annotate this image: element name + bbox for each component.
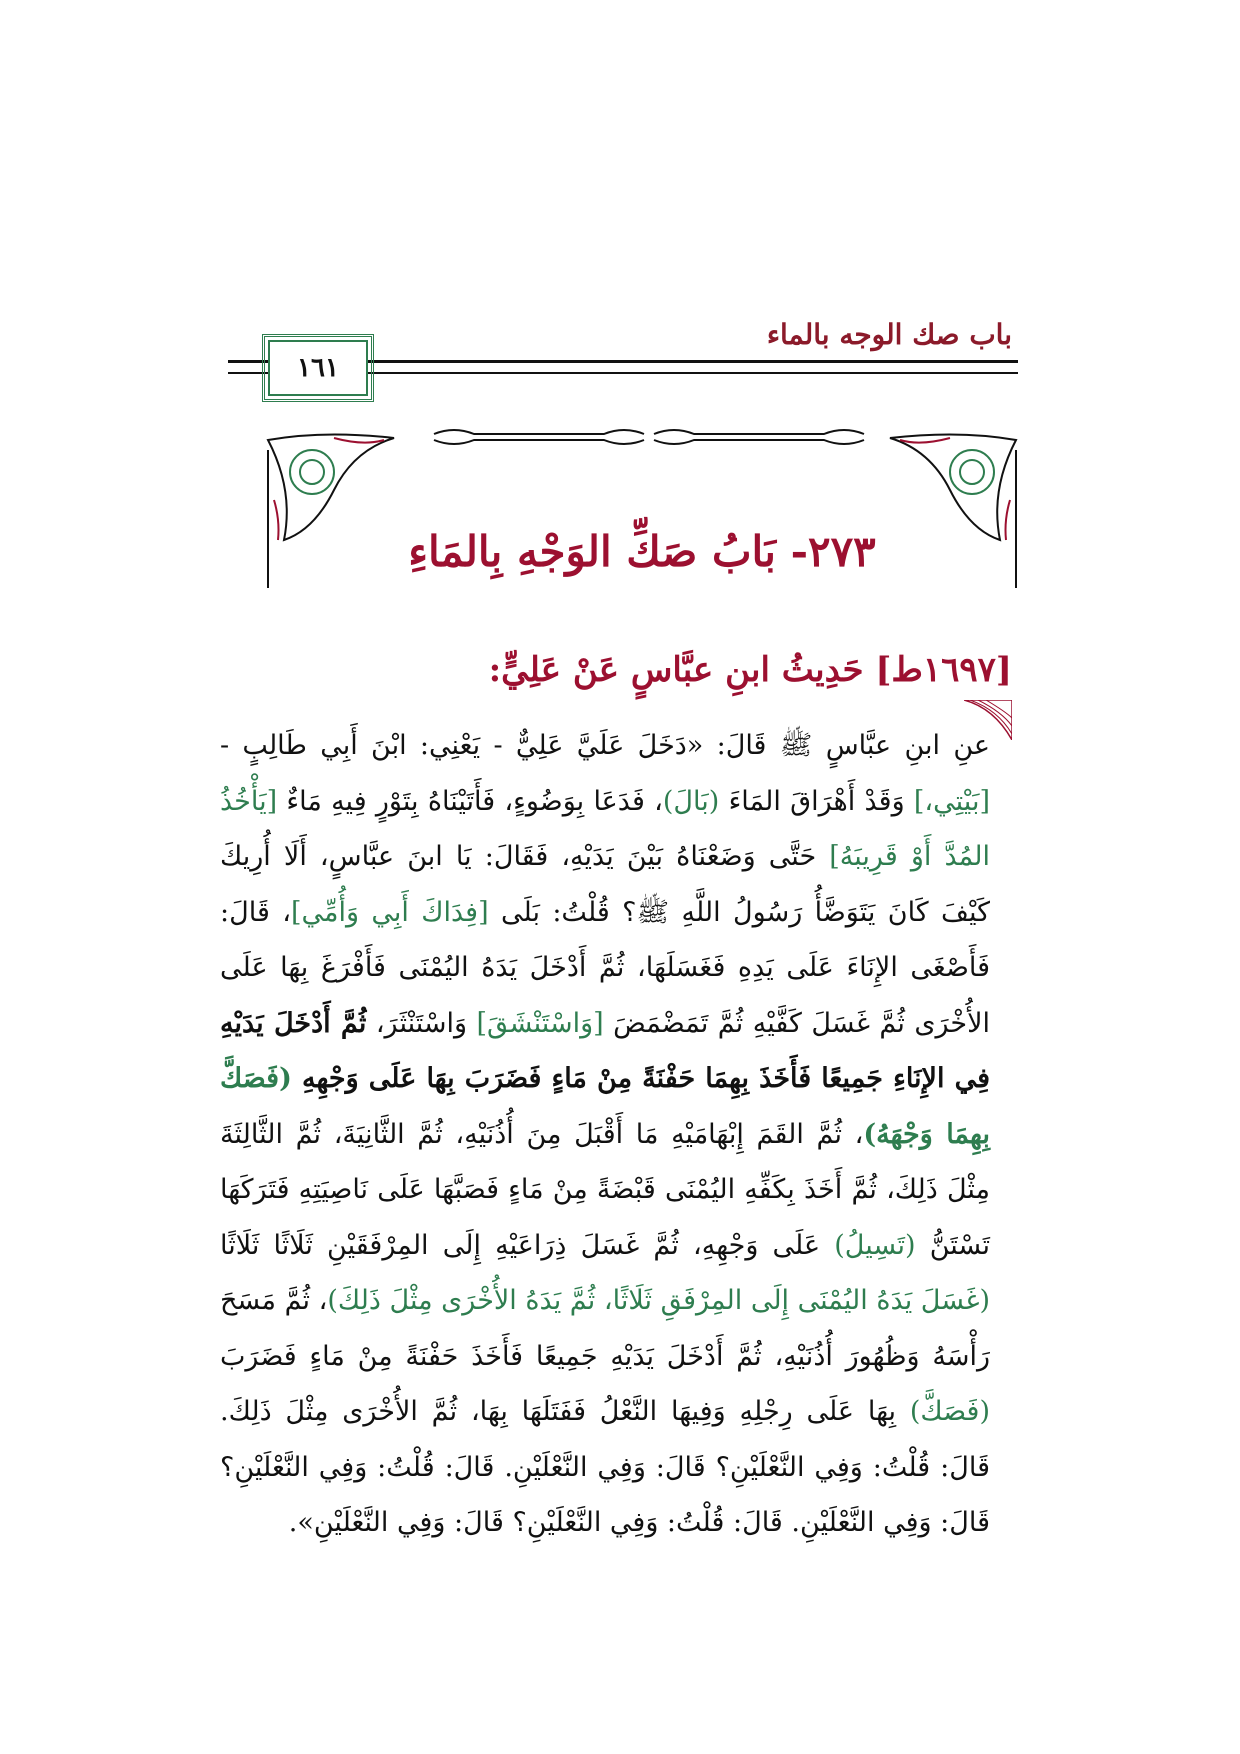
variant-reading: (غَسَلَ يَدَهُ اليُمْنَى إِلَى المِرْفَقِ ثَلَاثًا، ثُمَّ يَدَهُ الأُخْرَى مِثْلَ ذَلِكَ) bbox=[327, 1285, 990, 1316]
variant-reading: [وَاسْتَنْشَقَ] bbox=[476, 1007, 604, 1039]
bold-text-segment: ثُمَّ أَدْخَلَ يَدَيْهِ فِي الإِنَاءِ جَمِيعًا فَأَخَذَ بِهِمَا حَفْنَةً مِنْ مَاءٍ فَضَرَبَ بِهَا عَلَى وَجْهِهِ bbox=[220, 1007, 990, 1094]
variant-reading: [بَيْتِي،] bbox=[913, 785, 990, 817]
body-text-segment: وَاسْتَنْثَرَ، bbox=[366, 1007, 477, 1039]
right-corner-ornament bbox=[890, 434, 1016, 540]
left-corner-ornament bbox=[268, 434, 394, 540]
variant-reading: (فَصَكَّ) bbox=[909, 1396, 990, 1427]
variant-reading: [يَأْخُذُ المُدَّ أَوْ قَرِيبَهُ] bbox=[220, 785, 990, 872]
body-text-segment: بِهَا عَلَى رِجْلِهِ وَفِيهَا النَّعْلُ فَفَتَلَهَا بِهَا، ثُمَّ الأُخْرَى مِثْلَ ذَلِكَ. قَالَ: قُلْتُ: وَفِي النَّعْلَيْنِ؟ قَالَ: وَفِي النَّعْلَيْنِ. قَالَ: قُلْتُ: وَفِي النَّعْلَيْنِ؟ قَالَ: وَفِي النَّعْلَيْنِ. قَالَ: قُلْتُ: وَفِي النَّعْلَيْنِ؟ قَالَ: وَفِي النَّعْلَيْنِ». bbox=[220, 1396, 990, 1538]
variant-reading-bold: (فَصَكَّ بِهِمَا وَجْهَهُ) bbox=[220, 1063, 990, 1150]
variant-reading: [فِدَاكَ أَبِي وَأُمِّي] bbox=[290, 896, 489, 928]
hadith-heading-text: حَدِيثُ ابنِ عبَّاسٍ عَنْ عَلِيٍّ: bbox=[488, 650, 864, 690]
running-title: باب صك الوجه بالماء bbox=[766, 318, 1012, 351]
hadith-heading bbox=[489, 650, 1012, 690]
body-text-segment: عَلَى وَجْهِهِ، ثُمَّ غَسَلَ ذِرَاعَيْهِ إِلَى المِرْفَقَيْنِ ثَلَاثًا ثَلَاثًا bbox=[220, 1229, 835, 1261]
body-text-segment: ، ثُمَّ القَمَ إِبْهَامَيْهِ مَا أَقْبَلَ مِنَ أُذُنَيْهِ، ثُمَّ الثَّانِيَةَ، ثُمَّ الثَّالِثَةَ مِثْلَ ذَلِكَ، ثُمَّ أَخَذَ بِكَفِّهِ اليُمْنَى قَبْضَةً مِنْ مَاءٍ فَصَبَّهَا عَلَى نَاصِيَتِهِ فَتَرَكَهَا تَسْتَنُّ bbox=[220, 1118, 990, 1261]
body-text-segment: ، ثُمَّ مَسَحَ رَأْسَهُ وَظُهُورَ أُذُنَيْهِ، ثُمَّ أَدْخَلَ يَدَيْهِ جَمِيعًا فَأَخَذَ حَفْنَةً مِنْ مَاءٍ فَضَرَبَ bbox=[220, 1285, 990, 1372]
page-number: ١٦١ bbox=[297, 353, 339, 383]
page-number-box bbox=[268, 340, 368, 396]
variant-reading: (بَالَ) bbox=[662, 785, 720, 817]
chapter-title: ٢٧٣- بَابُ صَكِّ الوَجْهِ بِالمَاءِ bbox=[408, 527, 876, 576]
body-text-segment: وَقَدْ أَهْرَاقَ المَاءَ bbox=[719, 785, 914, 817]
top-bar-ornament bbox=[434, 430, 864, 444]
variant-reading: (تَسِيلُ) bbox=[834, 1229, 916, 1261]
body-text-segment: ، قَالَ: فَأَصْغَى الإِنَاءَ عَلَى يَدِهِ فَغَسَلَهَا، ثُمَّ أَدْخَلَ يَدَهُ اليُمْنَى فَأَفْرَغَ بِهَا عَلَى الأُخْرَى ثُمَّ غَسَلَ كَفَّيْهِ ثُمَّ تَمَضْمَضَ bbox=[220, 896, 990, 1039]
hadith-reference: [١٦٩٧ط] bbox=[875, 650, 1012, 690]
body-text-segment: ، فَدَعَا بِوَضُوءٍ، فَأَتَيْنَاهُ بِتَوْرٍ فِيهِ مَاءٌ bbox=[277, 785, 663, 817]
hadith-body bbox=[220, 718, 990, 1551]
body-text-segment: حَتَّى وَضَعْنَاهُ بَيْنَ يَدَيْهِ، فَقَالَ: يَا ابنَ عبَّاسٍ، أَلَا أُرِيكَ كَيْفَ كَانَ يَتَوَضَّأُ رَسُولُ اللَّهِ ﷺ؟ قُلْتُ: بَلَى bbox=[220, 841, 990, 928]
body-text-segment: عنِ ابنِ عبَّاسٍ ﷺ قَالَ: «دَخَلَ عَلَيَّ عَلِيٌّ - يَعْنِي: ابْنَ أَبِي طَالِبٍ - bbox=[220, 730, 990, 761]
